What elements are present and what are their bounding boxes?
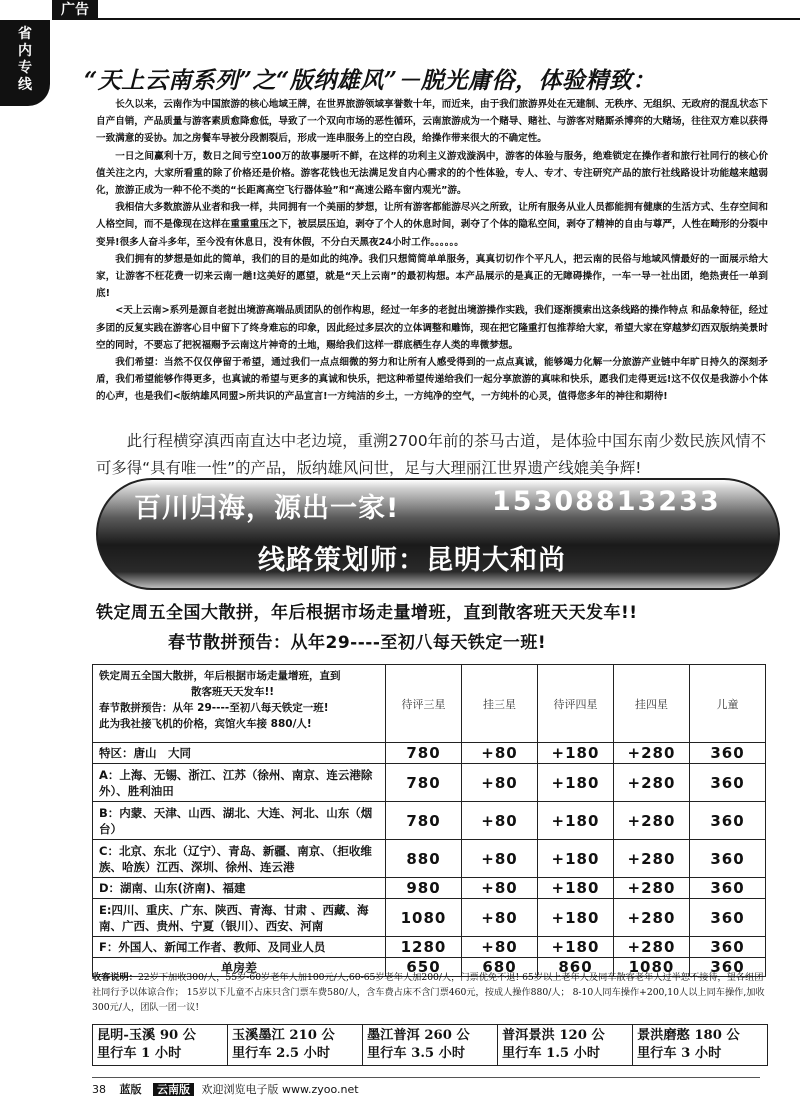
table-row [93,899,766,937]
route-item [498,1025,633,1065]
route-item [93,1025,228,1065]
intro-line: 散客班天天发车!! [191,686,275,698]
route-item [363,1025,498,1065]
price-cell: 860 [538,958,614,977]
column-header: 儿童 [690,665,766,743]
price-cell: 360 [690,764,766,802]
banner-phone[interactable]: 15308813233 [492,486,721,517]
price-table [92,664,766,977]
price-table-header [93,665,766,743]
booking-notes [92,970,766,1015]
price-cell: +280 [614,743,690,764]
side-tab-char: 内 [18,43,32,59]
column-header: 待评三星 [386,665,462,743]
banner-planner: 线路策划师：昆明大和尚 [258,545,566,576]
paragraph-5: <天上云南>系列是源自老挝出境游高端品质团队的创作构思，经过一年多的老挝出境游操作实践，我们逐渐摸索出这条线路的操作特点 和品象特征，经过多团的反复实践在游客心目中留下了终身难忘的印象，因此经过多层次的立体调整和雕饰，现在把它隆重打包推荐给大家，希望大家在穿越梦幻西双版纳美景时空的同时，不要忘了把祝福赐予云南这片神奇的土地，赐给我们这样一群底栖生存人类的卑微梦想。 [96,305,768,351]
price-cell: 1280 [386,937,462,958]
route-time: 里行车 1.5 小时 [502,1046,601,1061]
body-text [96,96,768,406]
price-cell: +180 [538,878,614,899]
page-number: 38 [92,1083,106,1096]
tagline-spring-festival: 春节散拼预告：从年29----至初八每天铁定一班! [168,633,547,653]
price-cell: 680 [462,958,538,977]
price-cell: +180 [538,764,614,802]
price-cell: +280 [614,878,690,899]
route-item [228,1025,363,1065]
single-room-label: 单房差 [93,958,386,977]
price-cell: +80 [462,899,538,937]
price-table-intro [93,665,386,743]
price-cell: 360 [690,899,766,937]
table-row [93,878,766,899]
price-cell: 360 [690,958,766,977]
intro-line: 铁定周五全国大散拼，年后根据市场走量增班，直到 [99,670,341,682]
price-cell: +280 [614,764,690,802]
route-distance: 墨江普洱 260 公 [367,1028,470,1043]
table-row [93,802,766,840]
paragraph-2: 一日之间赢利十万，数日之间亏空100万的故事屡听不鲜，在这样的功利主义游戏漩涡中，游客的体验与服务，绝难锁定在操作者和旅行社同行的核心价值关注之内，大家所看重的除了价格还是价格。游客花钱也无法满足发自内心需求的的个性体验，专人、专才、专注研究产品的旅行社线路设计功能越来越弱化，旅游正成为一种不伦不类的“长距离高空飞行器体验”和“高速公路车窗内观光”游。 [96,150,768,197]
region-badge: 云南版 [153,1083,194,1096]
region-cell: A：上海、无锡、浙江、江苏（徐州、南京、连云港除外）、胜利油田 [93,764,386,802]
price-cell: +180 [538,840,614,878]
price-cell: 360 [690,878,766,899]
route-time: 里行车 1 小时 [97,1046,182,1061]
paragraph-3: 我相信大多数旅游从业者和我一样，共同拥有一个美丽的梦想，让所有游客都能游尽兴之所致，让所有服务从业人员都能拥有健康的生活方式、生存空间和人格空间，而不是像现在这样在重重重压之下，被层层压迫，剥夺了个人的休息时间，剥夺了个体的隐私空间，剥夺了精神的自由与尊严，人性在畸形的分裂中变异!很多人奋斗多年，至今没有休息日，没有休假，不分白天黑夜24小时工作。。。。。。 [96,202,768,248]
route-distance: 玉溪墨江 210 公 [232,1028,335,1043]
price-cell: +80 [462,743,538,764]
price-cell: 650 [386,958,462,977]
ad-label: 广告 [52,0,98,20]
price-cell: 360 [690,802,766,840]
region-cell: C：北京、东北（辽宁）、青岛、新疆、南京、（拒收维族、哈族）江西、深圳、徐州、连云港 [93,840,386,878]
price-cell: 360 [690,937,766,958]
region-cell: E:四川、重庆、广东、陕西、青海、甘肃 、西藏、海南、广西、贵州、宁夏（银川）、西安、河南 [93,899,386,937]
table-row [93,937,766,958]
route-strip [92,1024,768,1066]
price-cell: 780 [386,802,462,840]
price-cell: +180 [538,937,614,958]
notes-label: 收客说明： [92,972,138,983]
price-cell: 1080 [386,899,462,937]
price-cell: +280 [614,937,690,958]
price-cell: 780 [386,764,462,802]
route-distance: 景洪磨憨 180 公 [637,1028,740,1043]
contact-banner [96,478,780,590]
headline: “天上云南系列”之“版纳雄风”－脱光庸俗，体验精致： [84,67,656,94]
price-cell: +280 [614,899,690,937]
side-tab-char: 省 [18,26,32,42]
banner-slogan: 百川归海，源出一家! [134,493,400,524]
price-cell: +80 [462,840,538,878]
footer-rule [92,1077,760,1078]
edition-label: 蓝版 [119,1083,142,1096]
website-link[interactable]: 欢迎浏览电子版 www.zyoo.net [201,1083,359,1096]
price-cell: +180 [538,802,614,840]
price-cell: +180 [538,899,614,937]
route-distance: 普洱景洪 120 公 [502,1028,605,1043]
price-cell: +80 [462,937,538,958]
paragraph-6: 我们希望：当然不仅仅停留于希望，通过我们一点点细微的努力和让所有人感受得到的一点点真诚，能够竭力化解一分旅游产业链中年旷日持久的深刻矛盾，我们希望能够作得更多，也真诚的希望与更多的真诚和快乐，把这种希望传递给我们一起分享旅游的真味和快乐，愿我们走得更远!这不仅仅是我游小个体的心声，也是我们<版纳雄风同盟>所共识的产品宣言!一方纯洁的乡土，一方纯净的空气，一方纯朴的心灵，值得您多年的神往和期待! [96,357,768,403]
price-cell: +80 [462,878,538,899]
notes-text: 22岁下加收300/人，55岁-60岁老年人加100元/人,60-65岁老年人加200/人，门票优免不退! 65岁以上老年人及同车散客老年人过半恕不接待，望各组团社同行予以体谅合作； 15岁以下儿童不占床只含门票车费580/人，含车费占床不含门票460元，按成人操作880/人； 8-10人同车操作+200,10人以上同车操作,加收300元/人，团队一团一议! [92,972,765,1013]
route-item [633,1025,767,1065]
intro-line: 春节散拼预告：从年 29----至初八每天铁定一班! [99,702,329,714]
route-time: 里行车 3 小时 [637,1046,722,1061]
price-cell: +80 [462,764,538,802]
column-header: 挂三星 [462,665,538,743]
price-cell: 980 [386,878,462,899]
side-tab [0,20,50,106]
table-row [93,764,766,802]
table-row [93,743,766,764]
footer [92,1081,359,1097]
price-cell: 780 [386,743,462,764]
price-cell: +180 [538,743,614,764]
route-distance: 昆明-玉溪 90 公 [97,1028,196,1043]
column-header: 挂四星 [614,665,690,743]
route-time: 里行车 2.5 小时 [232,1046,331,1061]
paragraph-1: 长久以来，云南作为中国旅游的核心地域王牌，在世界旅游领域享誉数十年，而近来，由于我们旅游界处在无建制、无秩序、无组织、无政府的混乱状态下自产自销，产品质量与游客素质愈降愈低，导致了一个双向市场的恶性循环，云南旅游成为一个赌导、赌社、与游客对赌厮杀博弈的大赌场，往往双方难以获得一致满意的妥协。加之房餐车导被分段割裂后，形成一连串服务上的空白段，给操作带来很大的不确定性。 [96,99,768,145]
region-cell: 特区：唐山 大同 [93,743,386,764]
intro-line: 此为我社接飞机的价格，宾馆火车接 880/人! [99,718,312,730]
route-time: 里行车 3.5 小时 [367,1046,466,1061]
price-cell: +280 [614,840,690,878]
price-cell: +280 [614,802,690,840]
side-tab-char: 专 [18,60,32,76]
price-cell: +80 [462,802,538,840]
intro-paragraph: 此行程横穿滇西南直达中老边境，重溯2700年前的茶马古道，是体验中国东南少数民族风情不可多得“具有唯一性”的产品，版纳雄风问世，足与大理丽江世界遗产线媲美争辉! [96,432,767,477]
price-cell: 360 [690,743,766,764]
top-rule [98,18,800,20]
side-tab-char: 线 [18,77,32,93]
paragraph-4: 我们拥有的梦想是如此的简单，我们的目的是如此的纯净。我们只想简简单单服务，真真切切作个平凡人，把云南的民俗与地域风情最好的一面展示给大家，让游客不枉花费一切来云南一趟!这美好的愿望，就是“天上云南”的最初构想。本产品展示的是真正的无障碍操作，一车一导一社出团，绝热责任一单到底! [96,253,768,300]
region-cell: F：外国人、新闻工作者、教师、及同业人员 [93,937,386,958]
price-cell: 1080 [614,958,690,977]
column-header: 待评四星 [538,665,614,743]
price-cell: 880 [386,840,462,878]
table-row [93,840,766,878]
price-cell: 360 [690,840,766,878]
tagline-schedule: 铁定周五全国大散拼，年后根据市场走量增班，直到散客班天天发车!! [96,603,638,623]
region-cell: B：内蒙、天津、山西、湖北、大连、河北、山东（烟台） [93,802,386,840]
region-cell: D：湖南、山东(济南)、福建 [93,878,386,899]
